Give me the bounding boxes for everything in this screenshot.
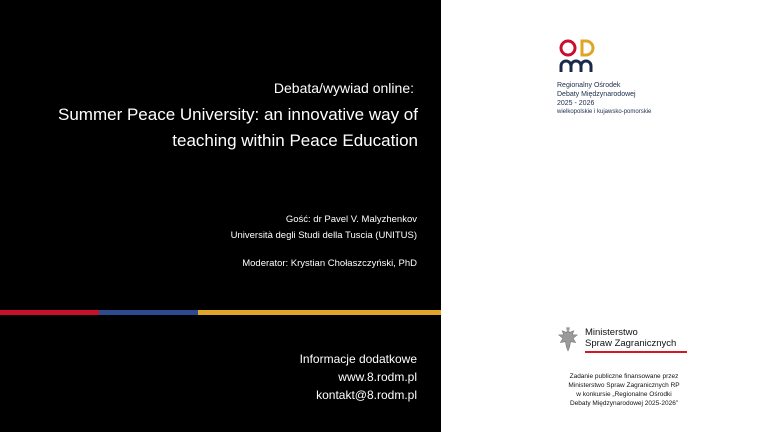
funding-note-line-2: Ministerstwo Spraw Zagranicznych RP xyxy=(568,382,680,389)
mfa-logo xyxy=(557,325,687,355)
guest-block xyxy=(231,212,417,244)
guest-affiliation: Università degli Studi della Tuscia (UNITUS) xyxy=(230,230,417,241)
funding-note-line-1: Zadanie publiczne finansowane przez xyxy=(569,373,679,380)
guest-name: Gość: dr Pavel V. Malyzhenkov xyxy=(285,214,417,225)
email-link[interactable]: kontakt@8.rodm.pl xyxy=(316,388,417,402)
rodm-emblem-icon xyxy=(557,38,601,74)
title-line-1: Summer Peace University: an innovative way of xyxy=(58,105,418,124)
funding-note-line-4: Debaty Międzynarodowej 2025-2026” xyxy=(569,400,679,407)
rodm-text xyxy=(557,81,677,117)
funding-note xyxy=(539,372,709,408)
color-stripes xyxy=(0,310,441,315)
event-title xyxy=(18,102,418,154)
rodm-line-1: Regionalny Ośrodek xyxy=(557,82,621,89)
rodm-line-3: 2025 - 2026 xyxy=(557,100,595,107)
event-type: Debata/wywiad online: xyxy=(273,80,414,96)
rodm-logo xyxy=(557,38,677,117)
stripe-blue xyxy=(99,310,198,315)
mfa-name-line-1: Ministerstwo xyxy=(585,327,638,338)
info-heading: Informacje dodatkowe xyxy=(299,352,417,366)
stripe-red xyxy=(0,310,99,315)
moderator: Moderator: Krystian Chołaszczyński, PhD xyxy=(242,258,417,269)
website-link[interactable]: www.8.rodm.pl xyxy=(338,370,417,384)
mfa-underline xyxy=(585,351,687,353)
right-panel xyxy=(441,0,768,432)
eagle-emblem-icon xyxy=(557,325,579,355)
title-line-2: teaching within Peace Education xyxy=(172,131,418,150)
rodm-region: wielkopolskie i kujawsko-pomorskie xyxy=(557,109,652,115)
info-block xyxy=(300,350,417,404)
rodm-line-2: Debaty Międzynarodowej xyxy=(557,91,636,98)
mfa-name-line-2: Spraw Zagranicznych xyxy=(585,338,677,349)
funding-note-line-3: w konkursie „Regionalne Ośrodki xyxy=(576,391,672,398)
stripe-yellow xyxy=(198,310,441,315)
mfa-name xyxy=(579,327,687,353)
